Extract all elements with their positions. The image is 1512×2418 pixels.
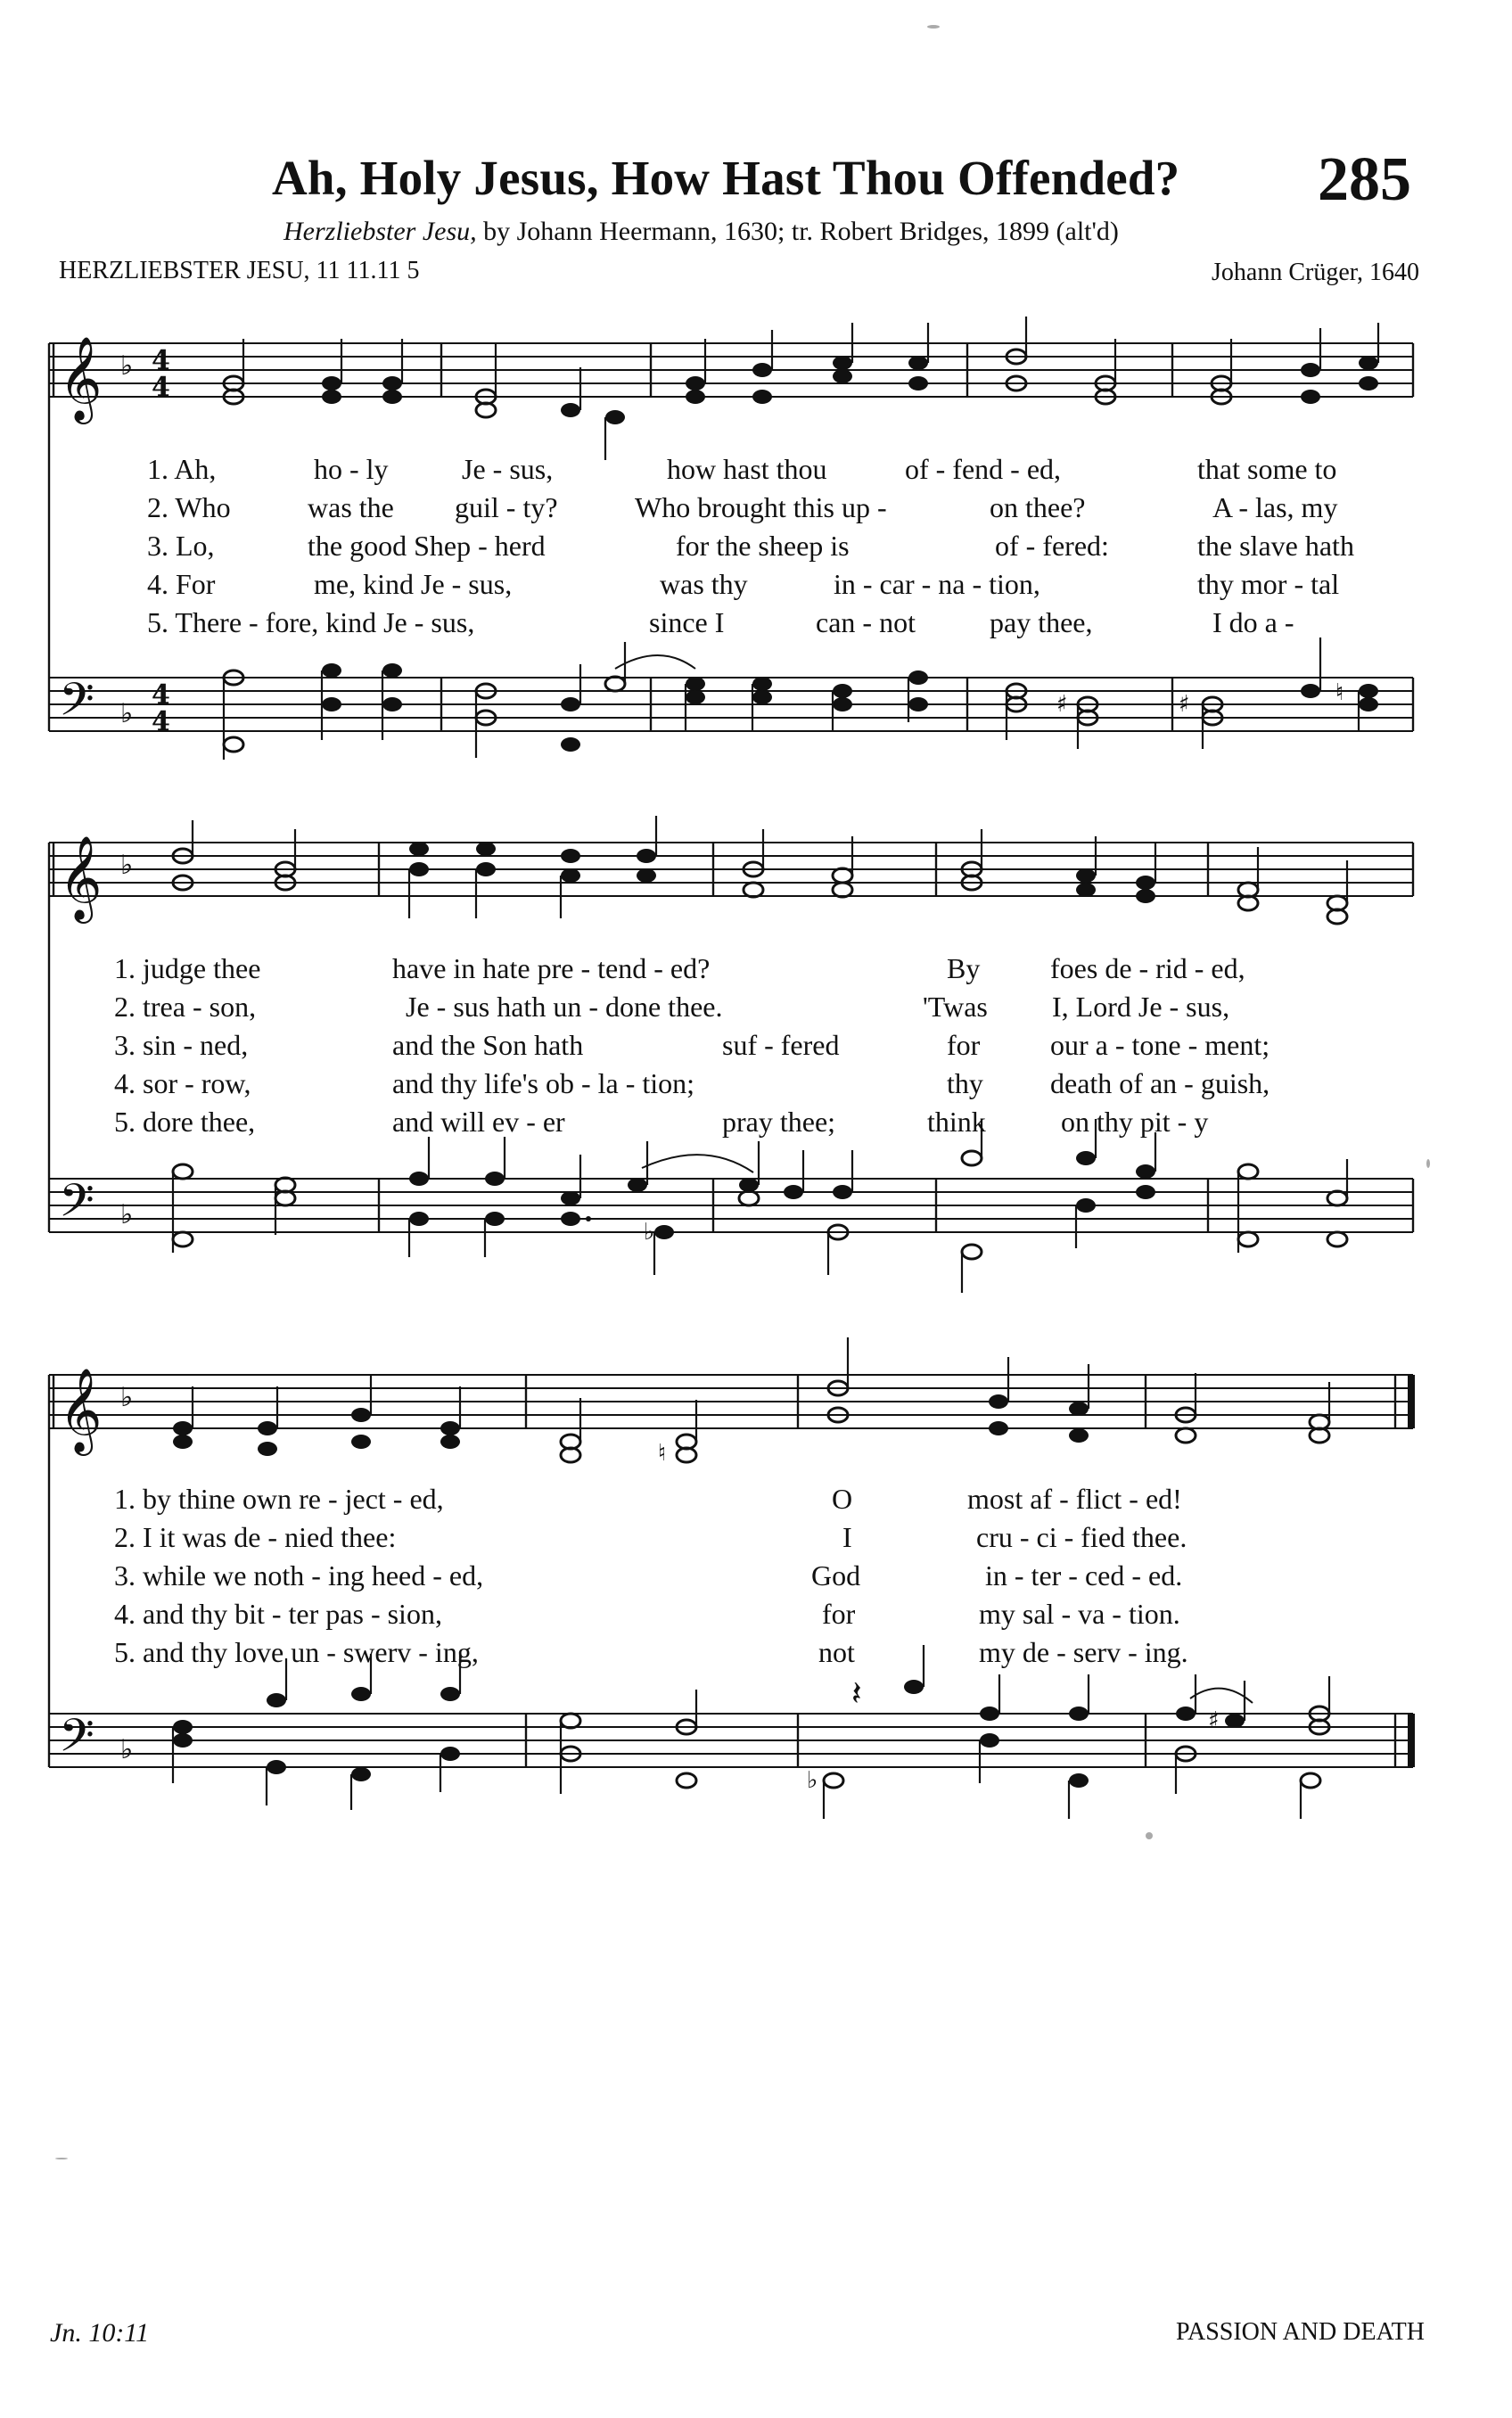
flat-icon: ♭ — [120, 1382, 134, 1413]
lyric: 2. Who — [147, 491, 231, 523]
lyric: Who brought this up - — [635, 491, 887, 523]
svg-text:♯: ♯ — [1179, 691, 1190, 718]
lyric: thy mor - tal — [1197, 568, 1340, 600]
lyric: God — [811, 1559, 861, 1591]
lyric: 3. Lo, — [147, 530, 215, 562]
lyric: the good Shep - herd — [308, 530, 546, 562]
lyric: 5. and thy love un - swerv - ing, — [114, 1636, 479, 1668]
text-attribution — [284, 217, 1119, 247]
treble-staff — [49, 1375, 1413, 1428]
lyric: on thy pit - y — [1061, 1106, 1209, 1138]
lyric: Je - sus hath un - done thee. — [406, 991, 723, 1023]
lyric: I do a - — [1212, 606, 1294, 638]
svg-text:♮: ♮ — [658, 1440, 667, 1467]
svg-text:♮: ♮ — [1335, 679, 1344, 706]
lyric: 'Twas — [923, 991, 988, 1023]
flat-icon: ♭ — [120, 1734, 134, 1765]
bass-notes — [173, 1645, 1329, 1819]
svg-text:♭: ♭ — [644, 1219, 655, 1246]
lyric: in - ter - ced - ed. — [985, 1559, 1183, 1591]
lyric: me, kind Je - sus, — [314, 568, 513, 600]
lyric: can - not — [816, 606, 916, 638]
composer-credit: Johann Crüger, 1640 — [1212, 259, 1419, 286]
lyric: 1. judge thee — [114, 952, 261, 984]
lyric: and thy life's ob - la - tion; — [392, 1067, 695, 1099]
treble-clef-icon: 𝄞 — [59, 1368, 103, 1452]
lyric: not — [818, 1636, 855, 1668]
lyric: and the Son hath — [392, 1029, 584, 1061]
lyric: I — [842, 1521, 852, 1553]
bass-notes — [224, 637, 1378, 760]
lyric: think — [927, 1106, 986, 1138]
lyric: thy — [947, 1067, 983, 1099]
lyric: 3. while we noth - ing heed - ed, — [114, 1559, 484, 1591]
lyric: 1. Ah, — [147, 453, 217, 485]
source-title: Herzliebster Jesu, — [284, 217, 477, 246]
treble-staff — [49, 343, 1413, 397]
lyric: cru - ci - fied thee. — [976, 1521, 1187, 1553]
tune-name: HERZLIEBSTER JESU, 11 11.11 5 — [59, 257, 420, 284]
lyric: our a - tone - ment; — [1050, 1029, 1270, 1061]
lyric: suf - fered — [722, 1029, 840, 1061]
treble-clef-icon: 𝄞 — [59, 835, 103, 920]
lyric: was the — [308, 491, 394, 523]
lyric: foes de - rid - ed, — [1050, 952, 1245, 984]
lyric: of - fend - ed, — [905, 453, 1062, 485]
lyric: the slave hath — [1197, 530, 1354, 562]
hymn-title: Ah, Holy Jesus, How Hast Thou Offended? — [272, 151, 1180, 205]
lyric: death of an - guish, — [1050, 1067, 1270, 1099]
lyric: I, Lord Je - sus, — [1052, 991, 1230, 1023]
treble-notes — [224, 317, 1378, 460]
bass-clef-icon: 𝄢 — [59, 1173, 94, 1238]
time-signature: 4 — [152, 345, 170, 376]
lyric: for — [822, 1598, 856, 1630]
svg-text:♯: ♯ — [1208, 1707, 1220, 1734]
lyric: Je - sus, — [462, 453, 554, 485]
lyric: my sal - va - tion. — [979, 1598, 1180, 1630]
lyric: ho - ly — [314, 453, 389, 485]
bass-clef-icon: 𝄢 — [59, 672, 94, 737]
time-signature: 4 — [152, 679, 170, 711]
lyric: O — [832, 1483, 853, 1515]
lyric: pray thee; — [722, 1106, 836, 1138]
svg-text:♭: ♭ — [807, 1767, 818, 1794]
lyric: that some to — [1197, 453, 1337, 485]
lyric: 4. and thy bit - ter pas - sion, — [114, 1598, 442, 1630]
bass-clef-icon: 𝄢 — [59, 1708, 94, 1773]
lyric: in - car - na - tion, — [834, 568, 1040, 600]
lyric: for — [947, 1029, 981, 1061]
scan-speck — [55, 2158, 68, 2159]
lyric: A - las, my — [1212, 491, 1338, 523]
time-signature: 4 — [152, 706, 170, 737]
scan-speck — [1146, 1832, 1153, 1839]
lyric: on thee? — [990, 491, 1086, 523]
lyric: 2. trea - son, — [114, 991, 257, 1023]
lyric: 4. sor - row, — [114, 1067, 251, 1099]
lyric: guil - ty? — [455, 491, 558, 523]
lyric: was thy — [660, 568, 748, 600]
lyric: have in hate pre - tend - ed? — [392, 952, 711, 984]
flat-icon: ♭ — [120, 698, 134, 729]
lyric: pay thee, — [990, 606, 1093, 638]
scripture-reference: Jn. 10:11 — [50, 2318, 150, 2348]
author-credit: by Johann Heermann, 1630; tr. Robert Bridges, 1899 (alt'd) — [483, 217, 1119, 246]
section-label: PASSION AND DEATH — [1175, 2318, 1425, 2346]
lyric: since I — [649, 606, 725, 638]
flat-icon: ♭ — [120, 1199, 134, 1230]
lyric: 4. For — [147, 568, 216, 600]
lyric: By — [947, 952, 981, 984]
svg-text:♯: ♯ — [1056, 691, 1068, 718]
lyric: 1. by thine own re - ject - ed, — [114, 1483, 444, 1515]
scan-speck — [1426, 1159, 1430, 1168]
lyric: how hast thou — [667, 453, 827, 485]
flat-icon: ♭ — [120, 350, 134, 382]
hymn-number: 285 — [1318, 145, 1411, 214]
svg-text:𝄽: 𝄽 — [851, 1674, 862, 1713]
scan-speck — [927, 25, 940, 29]
lyric: 5. There - fore, kind Je - sus, — [147, 606, 475, 638]
lyric: of - fered: — [995, 530, 1109, 562]
time-signature: 4 — [152, 372, 170, 403]
lyric: 3. sin - ned, — [114, 1029, 249, 1061]
lyric: my de - serv - ing. — [979, 1636, 1188, 1668]
lyric: and will ev - er — [392, 1106, 565, 1138]
treble-clef-icon: 𝄞 — [59, 336, 103, 421]
lyric: for the sheep is — [676, 530, 850, 562]
lyric: 2. I it was de - nied thee: — [114, 1521, 397, 1553]
barlines — [526, 1375, 1411, 1767]
lyric: 5. dore thee, — [114, 1106, 256, 1138]
lyric: most af - flict - ed! — [967, 1483, 1182, 1515]
flat-icon: ♭ — [120, 850, 134, 881]
